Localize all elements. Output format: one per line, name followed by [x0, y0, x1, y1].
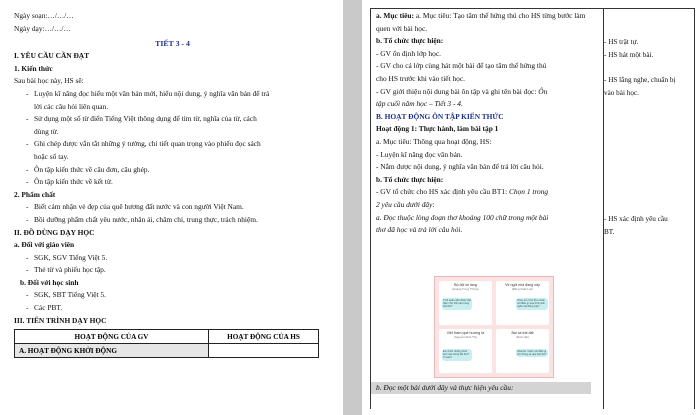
list-item: - Biết cảm nhận vẻ đẹp của quê hương đất nước và con người Việt Nam.	[14, 201, 331, 214]
list-item: - Sử dụng một số từ điển Tiếng Việt thông dụng để tìm từ, nghĩa của từ, cách	[14, 113, 331, 126]
reading-card	[496, 281, 549, 325]
subsection-heading: b. Đối với học sinh	[20, 277, 79, 287]
text-line: tập cuối năm học – Tiết 3 - 4.	[376, 99, 463, 109]
text-line: - Nắm được nội dung, ý nghĩa văn bản để trả lời câu hỏi.	[376, 162, 544, 172]
reading-card	[439, 281, 492, 325]
text-line: a. Đọc thuộc lòng đoạn thơ khoảng 100 chữ trong một bài	[376, 212, 549, 222]
card-title: Về ngôi nhà đang xây	[505, 283, 540, 287]
card-title: Bài ca trái đất	[511, 331, 534, 335]
card-title: Bộ đội về làng	[454, 283, 477, 287]
italic-span: Ôn	[538, 86, 548, 96]
question-bubble: Nhà thơ muốn nói điều gì với chúng ta qua bài thơ?	[517, 350, 547, 357]
card-author: (Đồng Xuân Lan)	[511, 286, 534, 291]
intro-text: Sau bài học này, HS sẽ:	[14, 76, 84, 86]
subsection-heading: 2. Phẩm chất	[14, 189, 56, 199]
hs-activity: - HS lắng nghe, chuẩn bị	[604, 76, 676, 84]
card-author: (Hoàng Trung Thông)	[452, 286, 479, 291]
subsection-heading: 1. Kiến thức	[14, 63, 53, 73]
hs-activity: - HS hát một bài.	[604, 51, 654, 59]
objective-label: a. Mục tiêu:	[376, 11, 414, 20]
list-item: - Ôn tập kiến thức về câu đơn, câu ghép.	[14, 164, 331, 177]
objective-text: a. Mục tiêu: Tạo tâm thế hứng thú cho HS từng bước làm	[415, 11, 586, 20]
table-header-hs: HOẠT ĐỘNG CỦA HS	[209, 330, 319, 344]
list-item-cont: lời các câu hỏi liên quan.	[34, 101, 109, 111]
text-line: thơ đã học và trả lời câu hỏi.	[376, 225, 463, 235]
list-item: - Ghi chép được vắn tắt những ý tưởng, chi tiết quan trọng vào phiếu đọc sách	[14, 138, 331, 151]
section-heading: III. TIẾN TRÌNH DẠY HỌC	[14, 315, 107, 325]
section-heading: II. ĐỒ DÙNG DẠY HỌC	[14, 227, 95, 237]
section-heading: B. HOẠT ĐỘNG ÔN TẬP KIẾN THỨC	[376, 111, 504, 121]
list-item: - Thẻ từ và phiếu học tập.	[14, 264, 331, 277]
text-line: cho HS trước khi vào tiết học.	[376, 73, 465, 83]
italic-span: Chọn 1 trong	[508, 187, 549, 197]
list-item: - Luyện kĩ năng đọc hiểu một văn bản mới, hiểu nội dung, ý nghĩa văn bản để trả	[14, 88, 331, 101]
subsection-heading: a. Đối với giáo viên	[14, 240, 75, 250]
card-title: Việt Nam quê hương ta	[446, 331, 485, 335]
text-line: 2 yêu cầu dưới đây:	[376, 199, 435, 209]
text-line: - GV ổn định lớp học.	[376, 48, 441, 58]
text-line: quen với bài học.	[376, 23, 428, 33]
activity-table	[14, 329, 319, 358]
section-heading: I. YÊU CẦU CẦN ĐẠT	[14, 51, 90, 61]
question-bubble: Theo em, bức thư muốn nói điều gì qua hình ảnh ngôi nhà đang xây?	[516, 298, 548, 310]
text-line: b. Đọc một bài dưới đây và thực hiện yêu cầu:	[376, 383, 514, 392]
reading-cards-image	[434, 276, 554, 378]
hs-activity: - HS xác định yêu cầu	[604, 215, 668, 223]
hs-activity: - HS trật tự.	[604, 38, 639, 46]
lesson-title: TIẾT 3 - 4	[155, 39, 190, 49]
card-author: (Định Hải)	[516, 334, 529, 339]
reading-card	[439, 329, 492, 373]
list-item-cont: hoặc sổ tay.	[34, 151, 69, 161]
date-teach: Ngày dạy:…/…/…	[14, 23, 71, 33]
subheading: b. Tổ chức thực hiện:	[376, 36, 444, 46]
list-item: - SGK, SBT Tiếng Việt 5.	[14, 289, 331, 302]
text-line	[376, 186, 604, 199]
text-span: - GV tổ chức cho HS xác định yêu cầu BT1:	[376, 187, 509, 197]
objective-line	[376, 10, 604, 23]
list-item-cont: dùng từ.	[34, 126, 59, 136]
hs-activity: BT.	[604, 228, 615, 236]
table-header-gv: HOẠT ĐỘNG CỦA GV	[15, 330, 209, 344]
question-bubble: Tình quân dân được thể hiện như thế nào trong bài thơ?	[443, 299, 471, 309]
text-line: - GV cho cả lớp cùng hát một bài để tạo tâm thế hứng thú	[376, 61, 547, 71]
hs-activity: vào bài học.	[604, 89, 639, 97]
text-line	[376, 86, 604, 99]
date-plan: Ngày soạn:…/…/…	[14, 11, 74, 20]
list-item: - Bồi dưỡng phẩm chất yêu nước, nhân ái, chăm chỉ, trung thực, trách nhiệm.	[14, 214, 331, 227]
list-item: - Các PBT.	[14, 302, 331, 315]
activity-heading: Hoạt động 1: Thực hành, làm bài tập 1	[376, 124, 499, 134]
text-line: a. Mục tiêu: Thông qua hoạt động, HS:	[376, 136, 492, 146]
text-line: - Luyện kĩ năng đọc văn bản.	[376, 149, 463, 159]
table-cell	[209, 344, 319, 358]
subheading: b. Tổ chức thực hiện:	[376, 174, 444, 184]
list-item: - Ôn tập kiến thức về kết từ.	[14, 176, 331, 189]
list-item: - SGK, SGV Tiếng Việt 5.	[14, 252, 331, 265]
question-bubble: Em thích những hình ảnh nào trong bài thơ? Vì sao?	[442, 349, 472, 361]
card-author: (Nguyễn Đình Thi)	[454, 334, 477, 339]
reading-card	[496, 329, 549, 373]
left-page	[0, 0, 343, 415]
table-row: A. HOẠT ĐỘNG KHỞI ĐỘNG	[15, 344, 209, 358]
right-page	[362, 0, 700, 415]
text-span: - GV giới thiệu nội dung bài ôn tập và ghi tên bài đọc:	[376, 86, 539, 96]
